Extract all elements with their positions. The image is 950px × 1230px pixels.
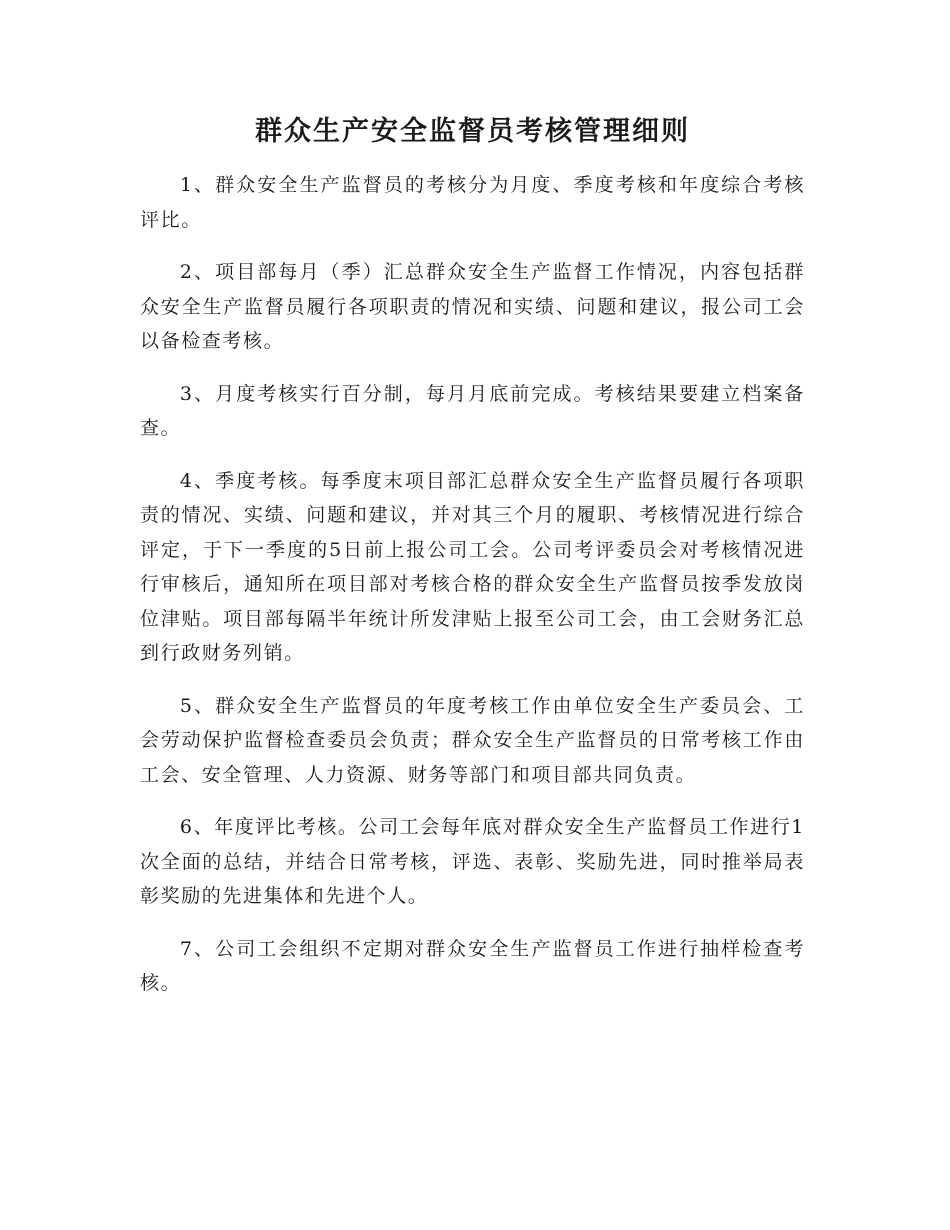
paragraph-6: 6、年度评比考核。公司工会每年底对群众安全生产监督员工作进行1次全面的总结，并结合日常考核，评选、表彰、奖励先进，同时推举局表彰奖励的先进集体和先进个人。 [140,816,805,907]
document-title: 群众生产安全监督员考核管理细则 [255,116,690,147]
paragraph-1: 1、群众安全生产监督员的考核分为月度、季度考核和年度综合考核评比。 [140,174,805,231]
paragraph-2: 2、项目部每月（季）汇总群众安全生产监督工作情况，内容包括群众安全生产监督员履行各项职责的情况和实绩、问题和建议，报公司工会以备检查考核。 [140,261,805,352]
paragraph-5: 5、群众安全生产监督员的年度考核工作由单位安全生产委员会、工会劳动保护监督检查委员会负责；群众安全生产监督员的日常考核工作由工会、安全管理、人力资源、财务等部门和项目部共同负责。 [140,694,805,786]
paragraph-4: 4、季度考核。每季度末项目部汇总群众安全生产监督员履行各项职责的情况、实绩、问题和建议，并对其三个月的履职、考核情况进行综合评定，于下一季度的5日前上报公司工会。公司考评委员会对考核情况进行审核后，通知所在项目部对考核合格的群众安全生产监督员按季发放岗位津贴。项目部每隔半年统计所发津贴上报至公司工会，由工会财务汇总到行政财务列销。 [140,469,805,664]
document-page [140,108,805,1019]
paragraph-3: 3、月度考核实行百分制，每月月底前完成。考核结果要建立档案备查。 [140,382,805,439]
paragraph-7: 7、公司工会组织不定期对群众安全生产监督员工作进行抽样检查考核。 [140,937,805,994]
